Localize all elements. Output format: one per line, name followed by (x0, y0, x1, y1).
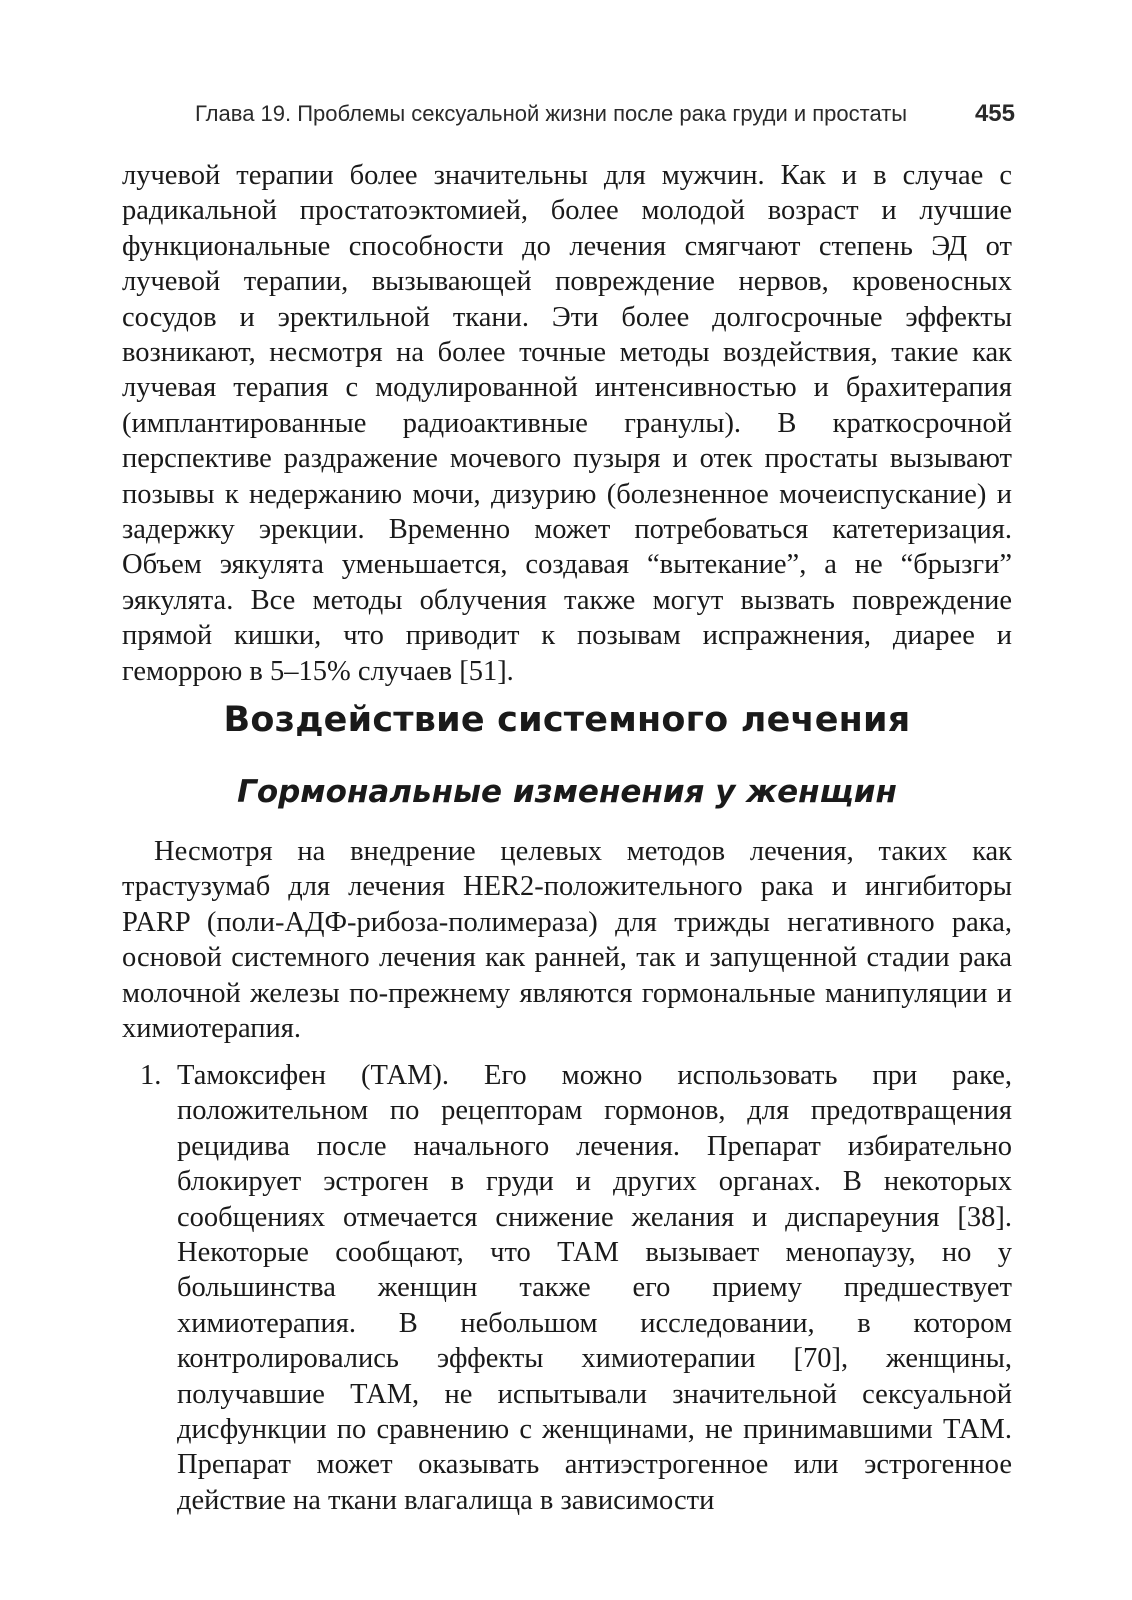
body-paragraph: Несмотря на внедрение целевых методов лечения, таких как трастузумаб для лечения HER2-положительного рака и ингибиторы PARP (поли-АДФ-рибоза-полимераза) для трижды негативного рака, основой системного лечения как ранней, так и запущенной стадии рака молочной железы по-прежнему являются гормональные манипуляции и химиотерапия. (122, 836, 1012, 1045)
subsection-heading: Гормональные изменения у женщин (237, 774, 897, 810)
list-item (140, 1058, 1012, 1518)
running-header (195, 100, 1025, 128)
running-title: Глава 19. Проблемы сексуальной жизни после рака груди и простаты (195, 101, 908, 126)
list-item-text: Тамоксифен (ТАМ). Его можно использовать при раке, положительном по рецепторам гормонов, для предотвращения рецидива после начального лечения. Препарат избирательно блокирует эстроген в груди и других органах. В некоторых сообщениях отмечается снижение желания и диспареуния [38]. Некоторые сообщают, что ТАМ вызывает менопаузу, но у большинства женщин также его приему предшествует химиотерапия. В небольшом исследовании, в котором контролировались эффекты химиотерапии [70], женщины, получавшие ТАМ, не испытывали значительной сексуальной дисфункции по сравнению с женщинами, не принимавшими ТАМ. Препарат может оказывать антиэстрогенное или эстрогенное действие на ткани влагалища в зависимости (177, 1060, 1012, 1516)
body-paragraph-continued: лучевой терапии более значительны для мужчин. Как и в случае с радикальной простатоэктомией, более молодой возраст и лучшие функциональные способности до лечения смягчают степень ЭД от лучевой терапии, вызывающей повреждение нервов, кровеносных сосудов и эректильной ткани. Эти более долгосрочные эффекты возникают, несмотря на более точные методы воздействия, такие как лучевая терапия с модулированной интенсивностью и брахитерапия (имплантированные радиоактивные гранулы). В краткосрочной перспективе раздражение мочевого пузыря и отек простаты вызывают позывы к недержанию мочи, дизурию (болезненное мочеиспускание) и задержку эрекции. Временно может потребоваться катетеризация. Объем эякулята уменьшается, создавая “вытекание”, а не “брызги” эякулята. Все методы облучения также могут вызвать повреждение прямой кишки, что приводит к позывам испражнения, диарее и геморрою в 5–15% случаев [51]. (122, 160, 1012, 687)
section-heading: Воздействие системного лечения (223, 700, 911, 740)
page-number: 455 (974, 100, 1015, 127)
numbered-list (140, 1058, 1012, 1518)
list-item-number: 1. (140, 1060, 162, 1091)
